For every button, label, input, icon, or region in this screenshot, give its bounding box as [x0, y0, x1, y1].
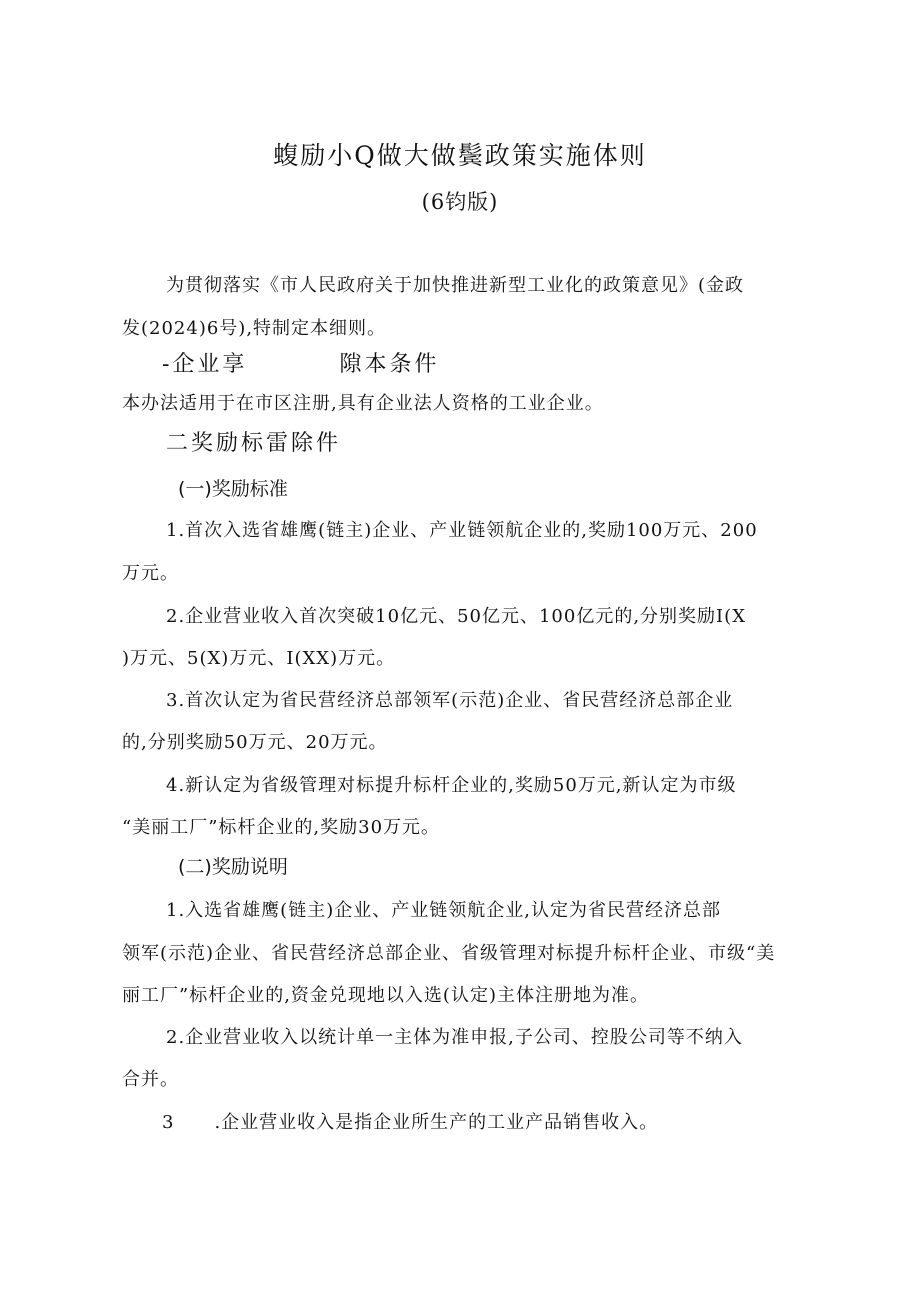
- sub2-item3-text: .企业营业收入是指企业所生产的工业产品销售收入。: [214, 1112, 659, 1133]
- sub1-item3-line2: 的,分别奖励50万元、20万元。: [122, 732, 388, 753]
- document-title: 蝮励小Q做大做鬓政策实施体则: [273, 141, 647, 170]
- section1-heading: [162, 347, 439, 378]
- sub2-item2-line1: 2.企业营业收入以统计单一主体为准申报,子公司、控股公司等不纳入: [166, 1027, 743, 1048]
- sub2-item3-number: 3: [162, 1112, 175, 1133]
- section2-heading: 二奖励标雷除件: [166, 431, 342, 456]
- sub1-item4-line2: “美丽工厂”标杆企业的,奖励30万元。: [122, 817, 441, 838]
- sub1-item2-line2: )万元、5(X)万元、I(XX)万元。: [122, 648, 396, 669]
- sub1-item2-line1: 2.企业营业收入首次突破10亿元、50亿元、100亿元的,分别奖励I(X: [166, 606, 747, 627]
- sub2-heading: (二)奖励说明: [178, 856, 288, 878]
- sub1-item4-line1: 4.新认定为省级管理对标提升标杆企业的,奖励50万元,新认定为市级: [166, 775, 737, 796]
- intro-line-1: 为贯彻落实《市人民政府关于加快推进新型工业化的政策意见》(金政: [166, 275, 745, 296]
- sub1-item1-line1: 1.首次入选省雄鹰(链主)企业、产业链领航企业的,奖励100万元、200: [166, 520, 758, 541]
- document-subtitle: (6钧版): [421, 190, 499, 214]
- section1-heading-right: 隙本条件: [339, 352, 440, 377]
- intro-line-2: 发(2024)6号),特制定本细则。: [122, 318, 387, 339]
- sub1-item1-line2: 万元。: [122, 563, 179, 584]
- sub1-item3-line1: 3.首次认定为省民营经济总部领军(示范)企业、省民营经济总部企业: [166, 690, 734, 711]
- sub1-heading: (一)奖励标准: [178, 478, 288, 500]
- section1-heading-left: -企业享: [162, 352, 248, 377]
- sub2-item1-line1: 1.入选省雄鹰(链主)企业、产业链领航企业,认定为省民营经济总部: [166, 900, 721, 921]
- sub2-item1-line3: 丽工厂”标杆企业的,资金兑现地以入选(认定)主体注册地为准。: [122, 985, 649, 1006]
- section1-body: 本办法适用于在市区注册,具有企业法人资格的工业企业。: [122, 393, 604, 414]
- sub2-item2-line2: 合并。: [122, 1069, 179, 1090]
- sub2-item3: [162, 1108, 658, 1134]
- sub2-item1-line2: 领军(示范)企业、省民营经济总部企业、省级管理对标提升标杆企业、市级“美: [122, 943, 776, 964]
